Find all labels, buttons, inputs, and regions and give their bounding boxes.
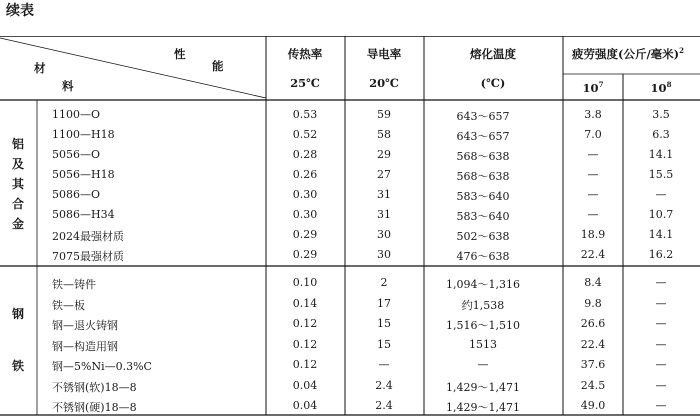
cell-fatigue-1e8: 14.1: [648, 148, 674, 161]
header-fatigue: 疲劳强度(公斤/毫米)$^2$: [572, 46, 684, 61]
cell-material: 钢—构造用钢: [52, 339, 118, 353]
cell-heat: 0.28: [292, 148, 318, 161]
cell-fatigue-1e7: 22.4: [580, 337, 606, 351]
cell-elec: 30: [377, 228, 391, 241]
cell-heat: 0.04: [292, 378, 318, 392]
cell-fatigue-1e7: 8.4: [584, 276, 602, 289]
cell-melt: 1,516～1,510: [446, 319, 520, 332]
cell-fatigue-1e8: —: [655, 399, 667, 412]
cell-melt: 约1,538: [461, 298, 505, 312]
header-diag-right: 能: [212, 59, 224, 73]
cell-fatigue-1e8: —: [655, 317, 667, 330]
cell-melt: 643～657: [456, 130, 510, 143]
cell-fatigue-1e8: —: [655, 337, 667, 351]
cell-heat: 0.29: [292, 228, 318, 241]
group-iron-label: 钢 铁: [11, 307, 24, 373]
cell-elec: 17: [377, 296, 391, 310]
header-heat-unit: 25℃: [290, 76, 320, 90]
cell-material: 钢—退火铸钢: [52, 319, 118, 332]
cell-elec: 31: [377, 188, 391, 201]
cell-material: 铁—板: [52, 298, 85, 312]
cell-fatigue-1e7: —: [587, 168, 599, 181]
cell-material: 不锈钢(软)18—8: [52, 380, 137, 394]
cell-elec: 2: [380, 276, 388, 289]
cell-material: 1100—O: [52, 108, 101, 121]
header-elec-unit: 20℃: [369, 76, 399, 90]
header-diag-left: 材: [34, 61, 46, 75]
cell-material: 不锈钢(硬)18—8: [52, 401, 137, 414]
cell-elec: 31: [377, 208, 391, 221]
cell-elec: 58: [377, 128, 391, 141]
cell-melt: —: [477, 358, 489, 371]
cell-fatigue-1e8: —: [655, 296, 667, 310]
cell-material: 铁—铸件: [52, 278, 96, 291]
cell-material: 1100—H18: [52, 128, 115, 141]
header-diag-top: 性: [174, 47, 186, 61]
cell-fatigue-1e8: —: [655, 188, 667, 201]
cell-fatigue-1e8: 15.5: [648, 168, 674, 181]
cell-melt: 1,094～1,316: [446, 278, 520, 291]
cell-material: 7075最强材质: [52, 250, 124, 263]
cell-heat: 0.04: [292, 399, 318, 412]
cell-elec: 30: [377, 248, 391, 261]
cell-fatigue-1e8: —: [655, 358, 667, 371]
cell-heat: 0.30: [292, 188, 318, 201]
cell-melt: 583～640: [456, 190, 510, 203]
cell-fatigue-1e7: 26.6: [580, 317, 606, 330]
cell-heat: 0.12: [292, 317, 318, 330]
cell-fatigue-1e7: 3.8: [584, 108, 602, 121]
cell-heat: 0.29: [292, 248, 318, 261]
cell-heat: 0.26: [292, 168, 318, 181]
header-cycles-2: $10^8$: [650, 80, 672, 95]
cell-material: 5056—O: [52, 148, 101, 161]
cell-elec: 2.4: [375, 399, 393, 412]
header-diag-bottom: 料: [62, 79, 74, 93]
cell-melt: 502～638: [456, 230, 510, 243]
cell-fatigue-1e8: 16.2: [648, 248, 674, 261]
cell-fatigue-1e8: 10.7: [648, 208, 674, 221]
cell-fatigue-1e7: 22.4: [580, 248, 606, 261]
cell-fatigue-1e7: 18.9: [580, 228, 606, 241]
cell-fatigue-1e7: —: [587, 148, 599, 161]
cell-elec: 29: [377, 148, 391, 161]
header-melt-unit: (℃): [480, 76, 506, 90]
cell-elec: 15: [377, 337, 391, 351]
group-aluminum-label: 铝 及 其 合 金: [11, 137, 24, 231]
cell-melt: 1,429～1,471: [446, 380, 520, 394]
cell-melt: 1,429～1,471: [446, 401, 520, 414]
cell-heat: 0.12: [292, 358, 318, 371]
cell-material: 2024最强材质: [52, 230, 124, 243]
cell-heat: 0.14: [292, 296, 318, 310]
cell-fatigue-1e7: —: [587, 188, 599, 201]
cell-material: 5056—H18: [52, 168, 115, 181]
cell-melt: 568～638: [456, 150, 510, 163]
cell-heat: 0.53: [292, 108, 318, 121]
header-heat: 传热率: [287, 47, 323, 61]
header-melt: 熔化温度: [470, 47, 516, 61]
cell-elec: 59: [377, 108, 391, 121]
cell-material: 5086—H34: [52, 208, 115, 221]
cell-melt: 568～638: [456, 170, 510, 183]
cell-elec: —: [378, 358, 390, 371]
cell-elec: 2.4: [375, 378, 393, 392]
cell-heat: 0.30: [292, 208, 318, 221]
cell-melt: 643～657: [456, 110, 510, 123]
cell-heat: 0.12: [292, 337, 318, 351]
cell-fatigue-1e8: —: [655, 378, 667, 392]
cell-melt: 1513: [469, 337, 497, 351]
table-caption: 续表: [6, 3, 34, 19]
cell-fatigue-1e7: —: [587, 208, 599, 221]
cell-fatigue-1e8: 6.3: [652, 128, 670, 141]
header-elec: 导电率: [366, 47, 402, 61]
cell-melt: 476～638: [456, 250, 510, 263]
cell-heat: 0.10: [292, 276, 318, 289]
cell-elec: 15: [377, 317, 391, 330]
cell-elec: 27: [377, 168, 391, 181]
cell-fatigue-1e8: 3.5: [652, 108, 670, 121]
cell-fatigue-1e8: —: [655, 276, 667, 289]
cell-material: 5086—O: [52, 188, 101, 201]
cell-heat: 0.52: [292, 128, 318, 141]
cell-fatigue-1e7: 7.0: [584, 128, 602, 141]
cell-fatigue-1e7: 49.0: [580, 399, 606, 412]
cell-fatigue-1e7: 9.8: [584, 296, 602, 310]
cell-fatigue-1e7: 24.5: [580, 378, 606, 392]
cell-fatigue-1e8: 14.1: [648, 228, 674, 241]
cell-melt: 583～640: [456, 210, 510, 223]
properties-table: [0, 36, 700, 416]
cell-material: 钢—5%Ni—0.3%C: [52, 360, 152, 373]
header-cycles-1: $10^7$: [582, 80, 604, 95]
cell-fatigue-1e7: 37.6: [580, 358, 606, 371]
